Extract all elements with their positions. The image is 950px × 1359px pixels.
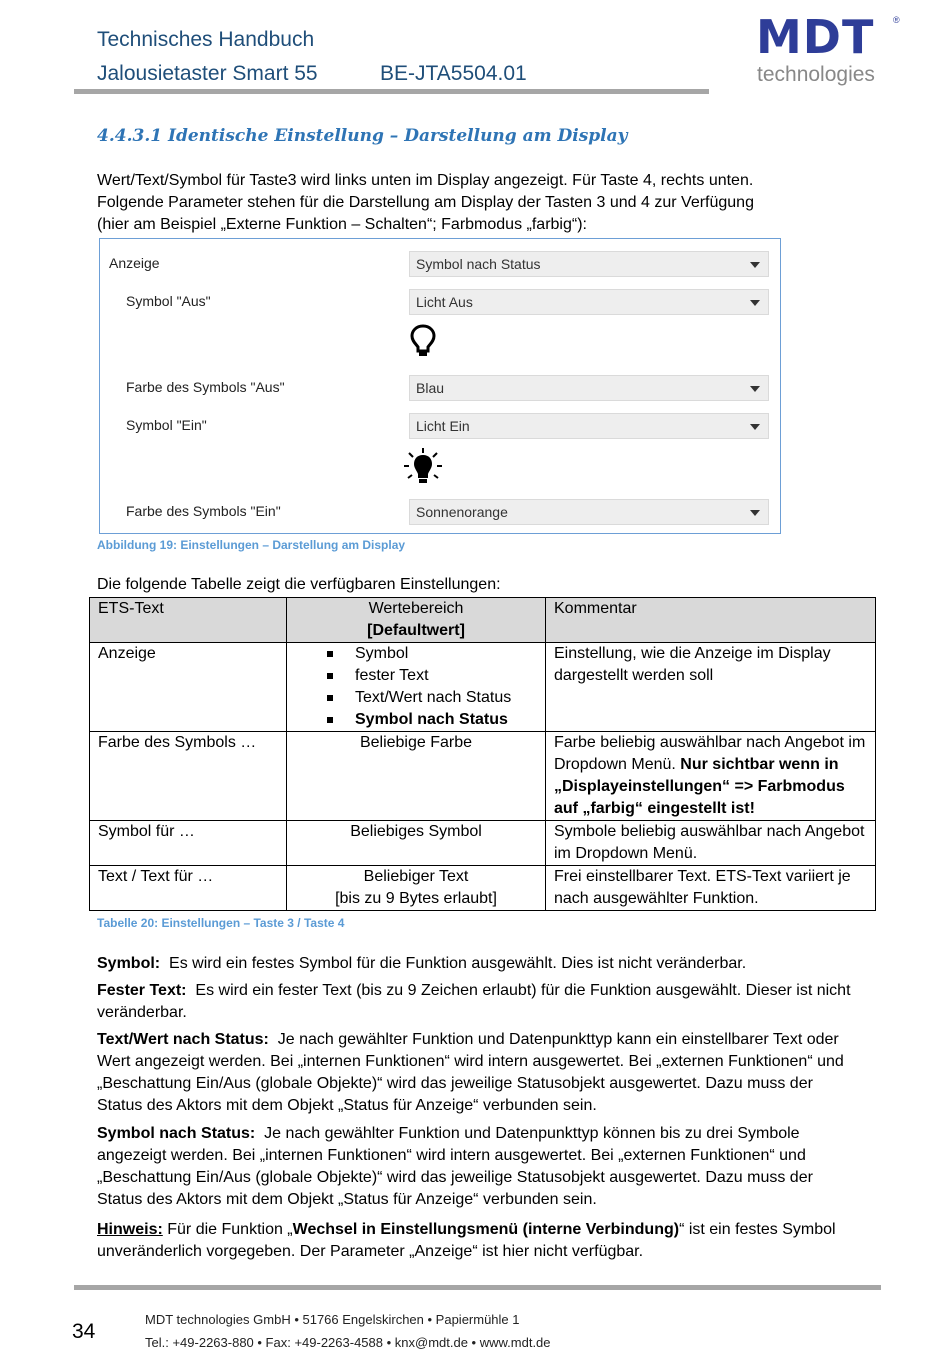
registered-mark: ® — [893, 15, 900, 25]
option-item: Symbol — [355, 643, 537, 665]
label-farbe-aus: Farbe des Symbols "Aus" — [126, 379, 285, 395]
para-text-post: “ ist ein festes Symbol unveränderlich vorgegeben. Der Parameter „Anzeige“ ist hier nicht verfügbar. — [97, 1221, 836, 1260]
table-intro: Die folgende Tabelle zeigt die verfügbaren Einstellungen: — [97, 576, 501, 593]
chevron-down-icon — [750, 262, 760, 268]
para-text-bold: Wechsel in Einstellungsmenü (interne Verbindung) — [292, 1221, 680, 1238]
para-label: Fester Text: — [97, 982, 187, 999]
row-values: Beliebiges Symbol — [287, 821, 546, 866]
footer-rule — [74, 1285, 881, 1290]
label-anzeige: Anzeige — [109, 255, 160, 271]
para-label: Hinweis: — [97, 1221, 163, 1238]
table-row — [90, 732, 876, 821]
settings-table — [89, 597, 876, 911]
row-comment: Frei einstellbarer Text. ETS-Text variiert je nach ausgewählter Funktion. — [546, 866, 876, 911]
table-row — [90, 866, 876, 911]
chevron-down-icon — [750, 424, 760, 430]
para-text: Je nach gewählter Funktion und Datenpunkttyp können bis zu drei Symbole angezeigt werden. Bei „internen Funktionen“ wird intern ausgewertet. Bei „externen Funktionen“ und „Beschattung Ein/Aus (globale Objekte)“ wird das jeweilige Statusobjekt ausgewertet. Dazu muss der Status des Aktors mit dem Objekt „Status für Anzeige“ verbunden sein. — [97, 1125, 813, 1208]
manual-title: Technisches Handbuch — [97, 28, 315, 51]
table-row — [90, 821, 876, 866]
bulb-off-icon — [409, 323, 437, 359]
comment-note: Nur sichtbar wenn in „Displayeinstellungen“ => Farbmodus auf „farbig“ eingestellt ist! — [554, 756, 845, 817]
value-text: Beliebiger Text — [363, 868, 469, 885]
label-symbol-ein: Symbol "Ein" — [126, 417, 207, 433]
para-symbol-status — [97, 1123, 857, 1211]
para-text-pre: Für die Funktion „ — [167, 1221, 293, 1238]
comment-text: Farbe beliebig auswählbar nach Angebot im Dropdown Menü. — [554, 734, 866, 773]
para-symbol — [97, 953, 867, 975]
intro-line-1: Wert/Text/Symbol für Taste3 wird links unten im Display angezeigt. Für Taste 4, rechts unten. — [97, 172, 754, 189]
option-item: fester Text — [355, 665, 537, 687]
chevron-down-icon — [750, 300, 760, 306]
table-row — [90, 643, 876, 732]
dropdown-value: Licht Ein — [416, 418, 470, 434]
row-values — [287, 643, 546, 732]
row-values — [287, 866, 546, 911]
page-number: 34 — [72, 1320, 96, 1343]
option-item: Text/Wert nach Status — [355, 687, 537, 709]
row-values: Beliebige Farbe — [287, 732, 546, 821]
intro-line-3: (hier am Beispiel „Externe Funktion – Schalten“; Farbmodus „farbig“): — [97, 216, 587, 233]
header-wertebereich-label: Wertebereich — [368, 600, 464, 617]
dropdown-value: Blau — [416, 380, 445, 396]
dropdown-symbol-aus[interactable] — [409, 289, 769, 315]
para-text: Je nach gewählter Funktion und Datenpunkttyp kann ein einstellbarer Text oder Wert angezeigt werden. Bei „internen Funktionen“ wird intern ausgewertet. Bei „externen Funktionen“ und „Beschattung Ein/Aus (globale Objekte)“ wird das jeweilige Statusobjekt ausgewertet. Dazu muss der Status des Aktors mit dem Objekt „Status für Anzeige“ verbunden sein. — [97, 1031, 844, 1114]
row-name: Anzeige — [90, 643, 287, 732]
dropdown-value: Sonnenorange — [416, 504, 508, 520]
para-text-wert — [97, 1029, 857, 1117]
footer-contact: Tel.: +49-2263-880 • Fax: +49-2263-4588 • knx@mdt.de • www.mdt.de — [145, 1335, 551, 1350]
option-item-default: Symbol nach Status — [355, 709, 537, 731]
header-defaultwert: [Defaultwert] — [367, 622, 465, 639]
para-text: Es wird ein festes Symbol für die Funktion ausgewählt. Dies ist nicht veränderbar. — [169, 955, 747, 972]
value-limit: [bis zu 9 Bytes erlaubt] — [335, 890, 497, 907]
dropdown-symbol-ein[interactable] — [409, 413, 769, 439]
row-comment — [546, 732, 876, 821]
row-comment: Symbole beliebig auswählbar nach Angebot im Dropdown Menü. — [546, 821, 876, 866]
product-name: Jalousietaster Smart 55 — [97, 62, 318, 85]
footer-address: MDT technologies GmbH • 51766 Engelskirchen • Papiermühle 1 — [145, 1312, 520, 1327]
header-wertebereich — [287, 598, 546, 643]
bulb-on-icon — [403, 447, 443, 487]
intro-line-2: Folgende Parameter stehen für die Darstellung am Display der Tasten 3 und 4 zur Verfügung — [97, 194, 754, 211]
section-title: 4.4.3.1 Identische Einstellung – Darstellung am Display — [97, 126, 628, 146]
row-comment: Einstellung, wie die Anzeige im Display dargestellt werden soll — [546, 643, 876, 732]
logo-subtitle: technologies — [757, 63, 875, 86]
para-hinweis — [97, 1219, 867, 1263]
row-name: Symbol für … — [90, 821, 287, 866]
dropdown-farbe-ein[interactable] — [409, 499, 769, 525]
header-ets-text: ETS-Text — [90, 598, 287, 643]
para-label: Symbol: — [97, 955, 161, 972]
label-symbol-aus: Symbol "Aus" — [126, 293, 211, 309]
row-name: Text / Text für … — [90, 866, 287, 911]
dropdown-value: Licht Aus — [416, 294, 473, 310]
dropdown-farbe-aus[interactable] — [409, 375, 769, 401]
label-farbe-ein: Farbe des Symbols "Ein" — [126, 503, 281, 519]
settings-panel — [99, 238, 781, 534]
para-text: Es wird ein fester Text (bis zu 9 Zeichen erlaubt) für die Funktion ausgewählt. Dieser ist nicht veränderbar. — [97, 982, 851, 1021]
dropdown-value: Symbol nach Status — [416, 256, 541, 272]
chevron-down-icon — [750, 386, 760, 392]
table-header-row — [90, 598, 876, 643]
dropdown-anzeige[interactable] — [409, 251, 769, 277]
figure-caption: Abbildung 19: Einstellungen – Darstellung am Display — [97, 538, 406, 552]
para-label: Symbol nach Status: — [97, 1125, 256, 1142]
row-name: Farbe des Symbols … — [90, 732, 287, 821]
para-fester-text — [97, 980, 857, 1024]
mdt-logo: MDT — [756, 10, 875, 64]
para-label: Text/Wert nach Status: — [97, 1031, 269, 1048]
chevron-down-icon — [750, 510, 760, 516]
article-number: BE-JTA5504.01 — [380, 62, 527, 85]
table-caption: Tabelle 20: Einstellungen – Taste 3 / Taste 4 — [97, 916, 345, 930]
header-rule — [74, 89, 709, 94]
header-kommentar: Kommentar — [546, 598, 876, 643]
